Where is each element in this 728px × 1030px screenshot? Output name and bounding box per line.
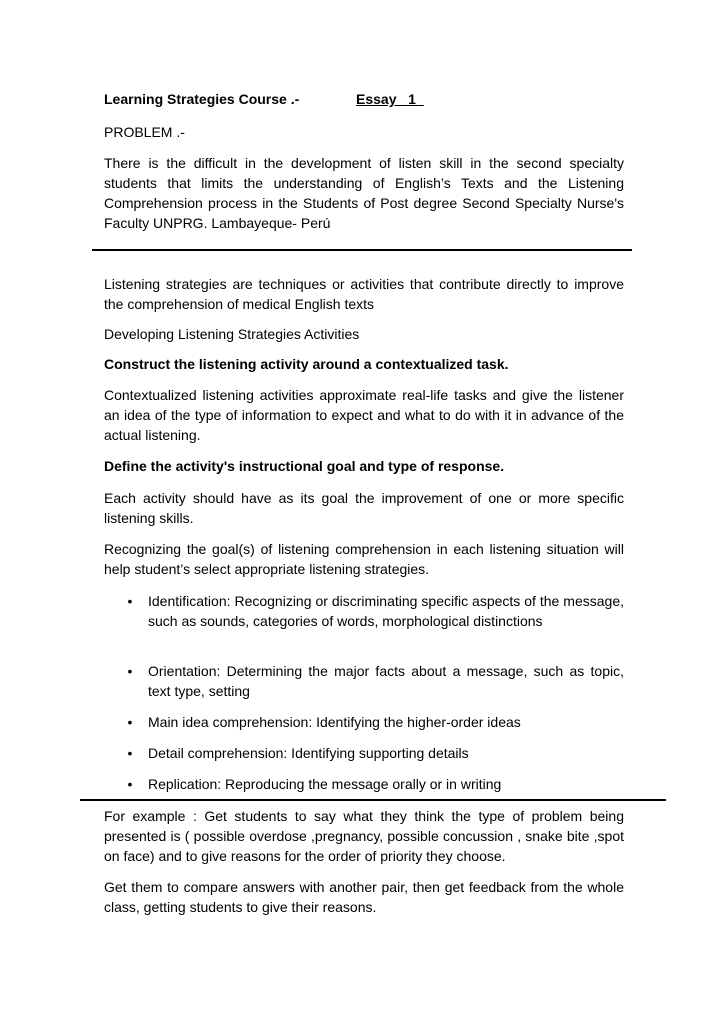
- problem-heading: PROBLEM .-: [104, 124, 185, 140]
- section-divider-top: [92, 249, 632, 251]
- example-paragraph: For example : Get students to say what they think the type of problem being presented is ( possible overdose ,pregnancy, possible concussion , snake bite ,spot on face) and to give reasons for the order of priority they choose.: [104, 808, 624, 864]
- essay-label: Essay 1: [356, 91, 424, 107]
- bullet-icon: •: [127, 714, 133, 730]
- bullet-icon: •: [127, 593, 133, 609]
- section-title: Developing Listening Strategies Activities: [104, 326, 360, 342]
- contextualized-paragraph: Contextualized listening activities approximate real-life tasks and give the listener an idea of the type of information to expect and what to do with it in advance of the actual listening.: [104, 387, 624, 443]
- definition-paragraph: Listening strategies are techniques or activities that contribute directly to improve the comprehension of medical English texts: [104, 276, 624, 312]
- bullet-icon: •: [127, 663, 133, 679]
- list-item-text: Identification: Recognizing or discriminating specific aspects of the message, such as sounds, categories of words, morphological distinctions: [148, 593, 624, 629]
- document-header: [104, 89, 624, 109]
- heading-instructional-goal: Define the activity's instructional goal and type of response.: [104, 458, 505, 474]
- list-item-text: Replication: Reproducing the message orally or in writing: [148, 776, 502, 792]
- list-item-text: Detail comprehension: Identifying supporting details: [148, 745, 469, 761]
- closing-paragraph: Get them to compare answers with another pair, then get feedback from the whole class, getting students to give their reasons.: [104, 879, 624, 915]
- recognizing-paragraph: Recognizing the goal(s) of listening comprehension in each listening situation will help student’s select appropriate listening strategies.: [104, 541, 624, 577]
- list-item-text: Main idea comprehension: Identifying the higher-order ideas: [148, 714, 521, 730]
- bullet-icon: •: [127, 776, 133, 792]
- heading-contextualized-task: Construct the listening activity around a contextualized task.: [104, 356, 509, 372]
- problem-paragraph: There is the difficult in the development of listen skill in the second specialty students that limits the understanding of English’s Texts and the Listening Comprehension process in the Students of Post degree Second Specialty Nurse's Faculty UNPRG. Lambayeque- Perú: [104, 155, 624, 231]
- section-divider-bottom: [80, 799, 666, 801]
- course-title: Learning Strategies Course .-: [104, 91, 300, 107]
- list-item-text: Orientation: Determining the major facts about a message, such as topic, text type, setting: [148, 663, 624, 699]
- goal-paragraph: Each activity should have as its goal the improvement of one or more specific listening skills.: [104, 490, 624, 526]
- bullet-icon: •: [127, 745, 133, 761]
